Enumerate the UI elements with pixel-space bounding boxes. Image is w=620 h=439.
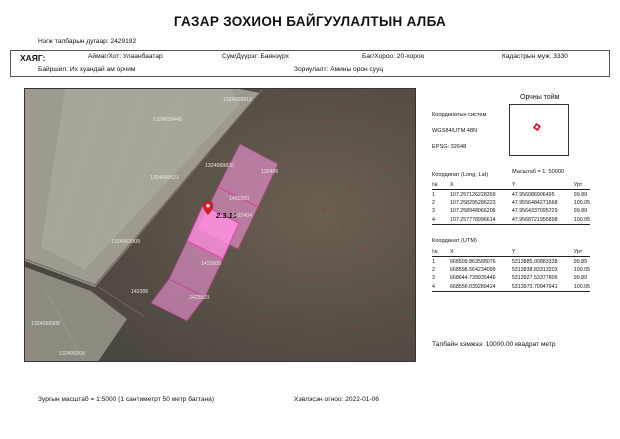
table-row [432, 207, 590, 215]
table-cell: 2 [432, 266, 435, 273]
table-cell: 47.956086906495 [511, 191, 555, 198]
table-cell: 5313973.70947941 [512, 283, 574, 292]
column-header: Урт [574, 248, 590, 257]
table-cell: 100.05 [573, 266, 590, 273]
satellite-map[interactable] [24, 88, 416, 362]
map-label: 1422605 [201, 261, 222, 267]
table-cell: 668509.863588076 [449, 258, 496, 265]
locator-map [509, 104, 569, 156]
table-cell: 100.05 [573, 199, 590, 206]
table-header [432, 181, 590, 190]
table-cell: 668556.039289424 [450, 283, 512, 292]
map-label: 1422404 [232, 213, 253, 219]
table-cell: 100.05 [573, 216, 590, 223]
table-cell: 5313838.83313203 [511, 266, 558, 273]
table-cell: 668644.739935446 [449, 275, 496, 282]
table-cell: 1 [432, 191, 435, 198]
address-label: ХАЯГ: [20, 53, 46, 63]
map-label: 1420303 [229, 196, 250, 202]
table-cell: 107.258295286223 [449, 199, 496, 206]
map-label: 1324062009 [111, 239, 140, 245]
location-field: Байршил: Их хуандай ам орчим [38, 66, 136, 73]
table-cell: 107.257778996614 [450, 216, 512, 225]
area-value: Талбайн хэмжээ: 10000.00 квадрат метр [432, 341, 556, 348]
map-label: 132406808 [59, 351, 85, 357]
column-header: Y [512, 181, 574, 190]
map-image [25, 89, 416, 362]
table-cell: 2 [432, 199, 435, 206]
table-cell: 107.257126228359 [449, 191, 496, 198]
table-cell: 4 [432, 283, 450, 292]
table-cell: 99.89 [573, 208, 588, 215]
bag-field: Баг/Хороо: 20-хороо [362, 53, 425, 60]
sum-field: Сум/Дүүрэг: Баянзүрх [222, 53, 289, 60]
coord-system-label: Координатын систем [432, 112, 487, 118]
column-header: Урт [574, 181, 590, 190]
table-cell: 1 [432, 258, 435, 265]
table-cell: 107.258948066206 [449, 208, 496, 215]
aimag-field: Аймаг/Хот: Улаанбаатар [88, 53, 163, 60]
geo-table-caption: Координат (Long, Lat) [432, 172, 489, 178]
table-row [432, 266, 590, 274]
table-cell: 47.9568721956898 [512, 216, 574, 225]
table-cell: 100.05 [573, 283, 590, 290]
table-row [432, 216, 590, 225]
map-label: 142306 [131, 289, 149, 295]
scale-note: Масштаб = 1: 50000 [512, 169, 565, 175]
drawing-scale: Зургын масштаб = 1:5000 (1 сантиметрт 50 метр багтана) [38, 396, 215, 403]
table-row [432, 190, 590, 199]
table-cell: 99.89 [573, 191, 588, 198]
table-cell: 3 [432, 208, 435, 215]
geo-coordinates-table [432, 181, 590, 225]
page-title: ГАЗАР ЗОХИОН БАЙГУУЛАЛТЫН АЛБА [173, 14, 447, 29]
table-cell: 668598.564234099 [449, 266, 496, 273]
column-header: X [450, 181, 512, 190]
table-cell: 3 [432, 275, 435, 282]
table-cell: 5313927.53377806 [511, 275, 558, 282]
table-cell: 99.89 [573, 275, 588, 282]
map-label: 132406 [261, 169, 279, 175]
table-row [432, 274, 590, 282]
map-label: 1324068820 [205, 163, 234, 169]
table-header [432, 248, 590, 257]
map-label: 1324068819 [223, 97, 252, 103]
print-date: Хэвлэсэн огноо: 2022-01-06 [294, 396, 379, 403]
registration-number: Нэгж талбарын дугаар: 2429192 [38, 38, 137, 45]
column-header: Y [512, 248, 574, 257]
utm-table-caption: Координат (UTM) [432, 238, 477, 244]
table-cell: 99.89 [573, 258, 588, 265]
map-label: 2423503 [189, 295, 210, 301]
table-row [432, 283, 590, 292]
purpose-field: Зориулалт: Амины орон сууц [294, 66, 384, 73]
column-header: № [432, 248, 450, 257]
parcel-label: 2.3.10 [216, 211, 237, 220]
epsg-code: EPSG: 32648 [432, 144, 467, 150]
coord-system-value: WGS84/UTM 48N [432, 128, 478, 134]
table-cell: 47.9564337095729 [511, 208, 558, 215]
cadastre-field: Кадастрын муж: 3330 [502, 53, 568, 60]
map-label: 1324068908 [31, 321, 60, 327]
map-label: 1324059449 [153, 117, 182, 123]
utm-coordinates-table [432, 248, 590, 292]
table-cell: 4 [432, 216, 450, 225]
map-label: 1324068521 [150, 175, 179, 181]
table-row [432, 257, 590, 266]
table-row [432, 199, 590, 207]
column-header: X [450, 248, 512, 257]
table-cell: 5313885.00883338 [511, 258, 558, 265]
table-cell: 47.9556484271668 [511, 199, 558, 206]
column-header: № [432, 181, 450, 190]
locator-title: Орчны тойм [520, 94, 560, 101]
